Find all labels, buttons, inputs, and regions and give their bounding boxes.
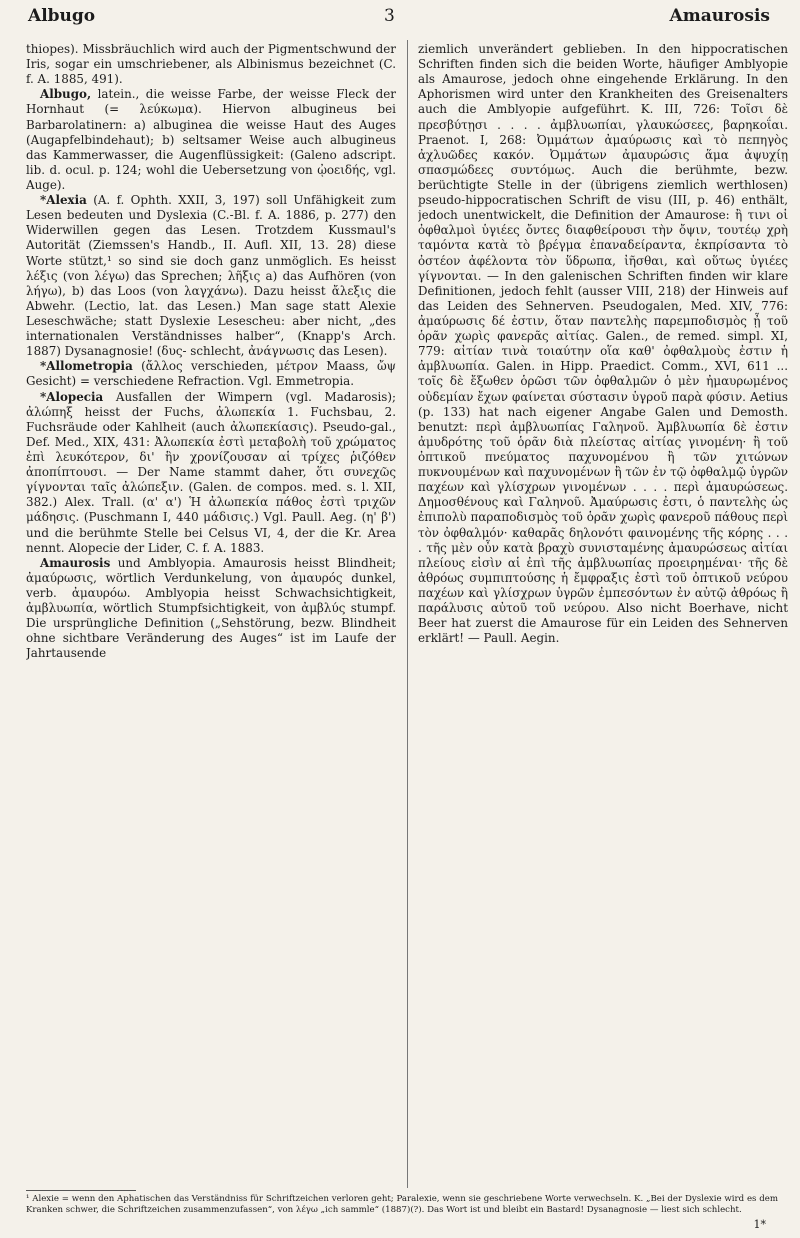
entry-text: ziemlich unverändert geblieben. In den hippocratischen Schriften finden sich die beiden Worte, häufiger Amblyopie als Amaurose, jedoch ohne eingehende Erklärung. In den Aphorismen wird unter den Krankheiten des Greisenalters auch die Amblyopie aufgeführt. K. III, 726: Τοῖσι δὲ πρεσβύτῃσι . . . . ἀμβλυωπίαι, γλαυκώσεες, βαρηκοΐαι. Praenot. I, 268: Ὀμμάτων ἀμαύρωσις καὶ τὸ πεπηγὸς ἀχλυῶδες κακόν. Ὀμμάτων ἀμαυρώσις ἅμα ἀψυχίῃ σπασμώδεες συντόμως. Auch die berühmte, bezw. berüchtigte Stelle in der (übrigens ziemlich werthlosen) pseudo-hippocratischen Schrift de visu (III, p. 46) enthält, jedoch unentwickelt, die Definition der Amaurose: ἢ τινι οἱ ὀφθαλμοὶ ὑγιέες ὄντες διαφθείρουσι τὴν ὄψιν, τουτέῳ χρὴ ταμόντα κατὰ τὸ βρέγμα ἐπαναδείραντα, ἐκπρίσαντα τὸ ὀστέον ἀφέλοντα τὸν ὕδρωπα, ἰῆσθαι, καὶ οὕτως ὑγιέες γίγνονται. — In den galenischen Schriften finden wir klare Definitionen, jedoch fehlt (ausser VIII, 218) der Hinweis auf das Leiden des Sehnerven. Pseudogalen, Med. XIV, 776: ἀμαύρωσις δέ ἐστιν, ὅταν παντελὴς παρεμποδισμὸς ᾖ τοῦ ὁρᾶν χωρὶς φανερᾶς αἰτίας. Galen., de remed. simpl. XI, 779: αἰτίαν τινὰ τοιαύτην οἵα καθ' ὀφθαλμοὺς ἐστιν ἡ ἀμβλυωπία. Galen. in Hipp. Praedict. Comm., XVI, 611 ... τοῖς δὲ ἔξωθεν ὁρῶσι τῶν ὀφθαλμῶν ὁ μὲν ἠμαυρωμένος οὐδεμίαν ἔχων φαίνεται σύστασιν ὑγροῦ παρὰ φύσιν. Aetius (p. 133) hat nach eigener Angabe Galen und Demosth. benutzt: περὶ ἀμβλυωπίας Γαληνοῦ. Ἀμβλυωπία δὲ ἐστιν ἀμυδρότης τοῦ ὁρᾶν διὰ πλείστας αἰτίας γινομένη· ἢ τοῦ ὀπτικοῦ πνεύματος παχυνομένου ἢ τῶν χιτώνων πυκνουμένων καὶ παχυνομένων ἢ τῶν ἐν τῷ ὀφθαλμῷ ὑγρῶν παχέων καὶ γλίσχρων γινομένων . . . . περὶ ἀμαυρώσεως. Δημοσθένους καὶ Γαληνοῦ. Ἀμαύρωσις ἐστι, ὁ παντελὴς ὡς ἐπιπολὺ παραποδισμὸς τοῦ ὁρᾶν χωρὶς φανεροῦ πάθους περὶ τὸν ὀφθαλμόν· καθαρᾶς δηλονότι φαινομένης τῆς κόρης . . . . τῆς μὲν οὖν κατὰ βραχὺ συνισταμένης ἀμαυρώσεως αἰτίαι πλείους εἰσὶν αἱ ἐπὶ τῆς ἀμβλυωπίας προειρημέναι· τῆς δὲ ἀθρόως συμπιπτούσης ἡ ἔμφραξις ἐστὶ τοῦ ὀπτικοῦ νεύρου παχέων καὶ γλίσχρων ὑγρῶν ἐμπεσόντων ἐν αὐτῷ ἀθρόως ἢ παράλυσις αὐτοῦ τοῦ νεύρου. Also nicht Boerhave, nicht Beer hat zuerst die Amaurose für ein Leiden des Sehnerven erklärt! — Paull. Aegin.: [418, 42, 788, 646]
entry-text: und Amblyopia. Amaurosis heisst Blindheit; ἀμαύρωσις, wörtlich Verdunkelung, von ἀμαυρός dunkel, verb. ἀμαυρόω. Amblyopia heisst Schwachsichtigkeit, ἀμβλυωπία, wörtlich Stumpfsichtigkeit, von ἀμβλύς stumpf. Die ursprüngliche Definition („Sehstörung, bezw. Blindheit ohne sichtbare Veränderung des Auges“ ist im Laufe der Jahrtausende: [26, 555, 396, 661]
entry-lemma: *Allometropia: [40, 359, 133, 374]
entry-text: thiopes). Missbräuchlich wird auch der Pigmentschwund der Iris, sogar ein umschriebener, als Albinismus bezeichnet (C. f. A. 1885, 491).: [26, 42, 396, 87]
entry-text: latein., die weisse Farbe, der weisse Fleck der Hornhaut (= λεύκωμα). Hiervon albugineus bei Barbarolatinern: a) albuginea die weisse Haut des Auges (Augapfelbindehaut); b) seltsamer Weise auch albugineus das Kammerwasser, die Augenflüssigkeit: (Galeno adscript. lib. d. ocul. p. 124; wohl die Uebersetzung von ᾠοειδής, vgl. Auge).: [26, 87, 396, 192]
dictionary-entry: [26, 556, 396, 662]
entry-lemma: *Alopecia: [40, 389, 104, 404]
entry-text: (A. f. Ophth. XXII, 3, 197) soll Unfähigkeit zum Lesen bedeuten und Dyslexia (C.-Bl. f. A. 1886, p. 277) den Widerwillen gegen das Lesen. Trotzdem Kussmaul's Autorität (Ziemssen's Handb., II. Aufl. XII, 13. 28) diese Worte stützt,¹ so sind sie doch ganz unmöglich. Es heisst λέξις (von λέγω) das Sprechen; λῆξις a) das Aufhören (von λήγω), b) das Loos (von λαγχάνω). Dazu heisst ἄλεξις die Abwehr. (Lectio, lat. das Lesen.) Man sage statt Alexie Leseschwäche; statt Dyslexie Lesescheu: aber nicht, „des internationalen Verständnisses halber“, (Knapp's Arch. 1887) Dysanagnosie! (δυς- schlecht, ἀνάγνωσις das Lesen).: [26, 193, 396, 359]
footnote-rule: [26, 1190, 136, 1191]
entry-text: (ἄλλος verschieden, μέτρον Maass, ὤψ Gesicht) = verschiedene Refraction. Vgl. Emmetropia.: [26, 359, 396, 389]
page-number: 3: [384, 6, 395, 26]
dictionary-entry: [26, 193, 396, 359]
dictionary-entry: [26, 390, 396, 556]
dictionary-entry: [26, 87, 396, 193]
entry-lemma: Amaurosis: [40, 555, 111, 570]
dictionary-entry: [26, 359, 396, 389]
column-divider: [407, 40, 408, 1188]
right-column: [418, 42, 788, 1180]
left-column: [26, 42, 396, 1180]
continued-paragraph: [418, 42, 788, 646]
printer-signature: 1*: [753, 1218, 766, 1231]
header-left-lemma: Albugo: [28, 6, 96, 26]
entry-lemma: *Alexia: [40, 193, 87, 208]
entry-text: Ausfallen der Wimpern (vgl. Madarosis); ἀλώπηξ heisst der Fuchs, ἀλωπεκία 1. Fuchsbau, 2. Fuchsräude oder Kahlheit (auch ἀλωπεκίασις). Pseudo-gal., Def. Med., XIX, 431: Ἀλωπεκία ἐστὶ μεταβολὴ τοῦ χρώματος ἐπὶ λευκότερον, δι' ἣν χρονίζουσαν αἱ τρίχες ῥιζόθεν ἀποπίπτουσι. — Der Name stammt daher, ὅτι συνεχῶς γίγνονται ταῖς ἀλώπεξιν. (Galen. de compos. med. s. l. XII, 382.) Alex. Trall. (α' α') Ἡ ἀλωπεκία πάθος ἐστὶ τριχῶν μάδησις. (Puschmann I, 440 μάδισις.) Vgl. Paull. Aeg. (η' β') und die berühmte Stelle bei Celsus VI, 4, der die Kr. Area nennt. Alopecie der Lider, C. f. A. 1883.: [26, 389, 396, 555]
continued-paragraph: [26, 42, 396, 87]
header-right-lemma: Amaurosis: [669, 6, 770, 26]
page-header: [0, 6, 800, 34]
entry-lemma: Albugo,: [40, 87, 92, 102]
footnote: ¹ Alexie = wenn den Aphatischen das Verständniss für Schriftzeichen verloren geht; Paralexie, wenn sie geschriebene Worte verwechseln. K. „Bei der Dyslexie wird es dem Kranken schwer, die Schriftzeichen zusammenzufassen“, von λέγω „ich sammle“ (1887)(?). Das Wort ist und bleibt ein Bastard! Dysanagnosie — liest sich schlecht.: [26, 1194, 778, 1215]
